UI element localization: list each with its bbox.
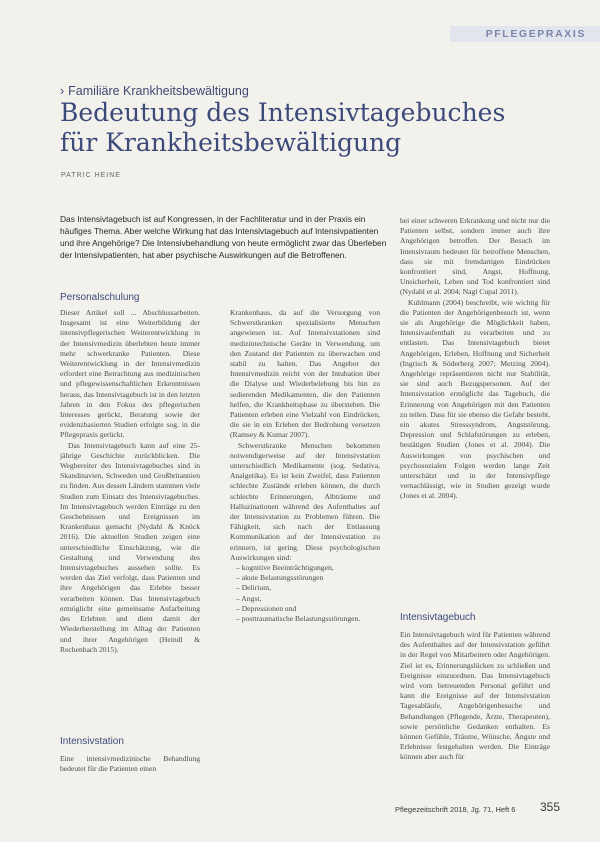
paragraph: Kuhlmann (2004) beschreibt, wie wichtig für die Patienten der Angehörigenbesuch ist, wenn sie als Angehörige die Möglichkeit haben, Intensivaufenthalt zu verarbeiten und zu entlasten. Das Intensivtagebuch bietet Angehörigen, Erleben, Hoffnung und Sicherheit (Ingrisch & Söderberg 2007; Metzing 2004). Angehörige repräsentieren nicht nur Stabilität, sie sind auch Bezugspersonen. Auf der Intensivstation ermöglicht das Tagebuch, die Erinnerung von Angehörigen mit den Patienten zu teilen. Dass für sie ebenso die Gefahr besteht, ein akutes Stresssyndrom, Angststörung, Depression und Schlafstörungen zu erleben, bestätigen Studien (Jones et al. 2004). Die Auswirkungen von psychischen und psychosozialen Folgen werden lange Zeit unterschätzt und in der Intensivpflege vernachlässigt, wie in Studien gezeigt wurde (Jones et al. 2004). <box>400 297 550 501</box>
list-item: – posttraumatische Belastungsstörungen. <box>236 614 380 624</box>
section-heading-intensivtagebuch <box>400 612 476 627</box>
paragraph: Eine intensivmedizinische Behandlung bedeutet für die Patienten einen <box>60 754 200 774</box>
column-2 <box>230 308 380 624</box>
paragraph: Das Intensivtagebuch kann auf eine 25-jährige Geschichte zurückblicken. Die Wegbereiter des Intensivtagebuches sind in Skandinavien, Schweden und Großbritannien zu finden. Aus dessen Ländern stammen viele Studien zum Einsatz des Intensivtagebuches. Im Intensivtagebuch werden Einträge zu den Geschehnissen und Ereignissen im Krankenhaus gemacht (Nydahl & Knück 2016). Die aktuellen Studien zeigen eine unterschiedliche Einschätzung, wie die Gestaltung und Verwendung des Intensivtagebuches aussehen sollte. Es werden das Ziel verfolgt, dass Patienten und ihre Angehörigen das Erlebte besser verarbeiten können. Das Intensivtagebuch ermöglicht eine gemeinsame Aufarbeitung des Erlebten und dient damit der Wiederherstellung im Alltag der Patienten und ihrer Angehörigen (Heindl & Rechenbach 2015). <box>60 440 200 654</box>
kicker-text: Familiäre Krankheitsbewältigung <box>68 84 249 98</box>
symptom-list <box>230 563 380 624</box>
section-heading-text: Intensivstation <box>60 736 124 747</box>
page-number: 355 <box>540 800 561 814</box>
list-item: – Depressionen und <box>236 604 380 614</box>
article-lead: Das Intensivtagebuch ist auf Kongressen, in der Fachliteratur und in der Praxis ein häufiges Thema. Aber welche Wirkung hat das Intensivtagebuch auf Intensivpatienten und ihre Angehörige? Die Intensivbehandlung von heute ermöglicht zwar das Überleben der Intensivpatienten, hat aber psychische Auswirkungen auf die Betroffenen. <box>60 214 387 260</box>
paragraph: bei einer schweren Erkrankung und nicht nur die Patienten selbst, sondern immer auch ihre Angehörigen betroffen. Der Besuch im Intensivraum bedeutet für betroffene Menschen, dass sie mit fremdartigen Eindrücken konfrontiert sind, Angst, Hoffnung, Unsicherheit, Leben und Tod konfrontiert sind (Nydahl et al. 2004; Nagl Cupal 2011). <box>400 216 550 297</box>
section-tab: PFLEGEPRAXIS <box>450 26 600 42</box>
list-item: – Delirium, <box>236 583 380 593</box>
paragraph: Dieser Artikel soll ... Abschlussarbeiten. Insgesamt ist eine Weiterbildung der intensivpflegerischen Weiterentwicklung in der Intensivmedizin überlebten heute immer mehr schwerkranke Patienten. Diese Weiterentwicklung in der Intensivmedizin erfordert eine Betrachtung aus medizinischen und pflegewissenschaftlichen Erkenntnissen heraus, das Intensivtagebuch ist in den letzten Jahren in den Fokus des pflegerischen Interesses gerückt, Beratung sowie der evidenzbasierten Studien erfolgte sog. in die Pflegepraxis gerückt. <box>60 308 200 440</box>
paragraph: Ein Intensivtagebuch wird für Patienten während des Aufenthaltes auf der Intensivstation geführt in der Regel von Mitarbeitern oder Angehörigen. Ziel ist es, Erinnerungslücken zu schließen und Ereignisse einzuordnen. Das Intensivtagebuch wird vom betreuenden Personal geführt und kann die Ereignisse auf der Intensivstation Tagesabläufe, Angehörigenbesuche und Behandlungen (Pflegende, Ärzte, Therapeuten), sowie persönliche Gedanken enthalten. Es können Gefühle, Träume, Wünsche, Ängste und Erlebnisse festgehalten werden. Die Einträge können aber auch für <box>400 630 550 762</box>
section-heading-text: Intensivtagebuch <box>400 612 476 623</box>
footer-citation: Pflegezeitschrift 2018, Jg. 71, Heft 6 <box>395 805 516 814</box>
list-item: – Angst, <box>236 594 380 604</box>
article-author: PATRIC HEINE <box>61 172 121 179</box>
paragraph: Schwerstkranke Menschen bekommen notwendigerweise auf der Intensivstation unterschiedlich Medikamente (sog. Sedativa, Analgetika). Es ist kein Zweifel, dass Patienten schlechte Zustände erleben können, die durch schlechte Erinnerungen, Albträume und Halluzinationen während des Aufenthaltes auf der Intensivstation zu Problemen führen. Die Fähigkeit, sich nach der Entlassung Kommunikation auf der Intensivstation zu erinnern, ist gering. Diese psychologischen Auswirkungen sind: <box>230 440 380 562</box>
column-3 <box>400 216 550 502</box>
section-heading-intensivstation <box>60 736 124 751</box>
column-1-tail <box>60 754 200 774</box>
section-heading-text: Personalschulung <box>60 292 140 303</box>
column-1 <box>60 308 200 655</box>
list-item: – kognitive Beeinträchtigungen, <box>236 563 380 573</box>
article-kicker <box>60 84 249 98</box>
chevron-right-icon: › <box>60 84 65 98</box>
paragraph: Krankenhaus, da auf die Versorgung von Schwerstkranken spezialisierte Menschen angewiesen ist. Auf Intensivstationen sind medizintechnische Geräte in Verwendung, um den Zustand der Patienten zu überwachen und stabil zu halten. Das Angebot der Intensivmedizin reicht von der Intubation über die Dialyse und Wiederbelebung bis hin zu sedierenden Medikamenten, die den Patienten helfen, die Krankheitsphase zu überstehen. Die Patienten erleben eine Vielzahl von Eindrücken, die sie in ein Erleben der Bedrohung versetzen (Ramsey & Kumar 2007). <box>230 308 380 440</box>
column-3-tail <box>400 630 550 763</box>
list-item: – akute Belastungsstörungen <box>236 573 380 583</box>
section-heading-personalschulung <box>60 292 140 307</box>
article-title: Bedeutung des Intensivtagebuches für Krankheitsbewältigung <box>60 98 506 157</box>
